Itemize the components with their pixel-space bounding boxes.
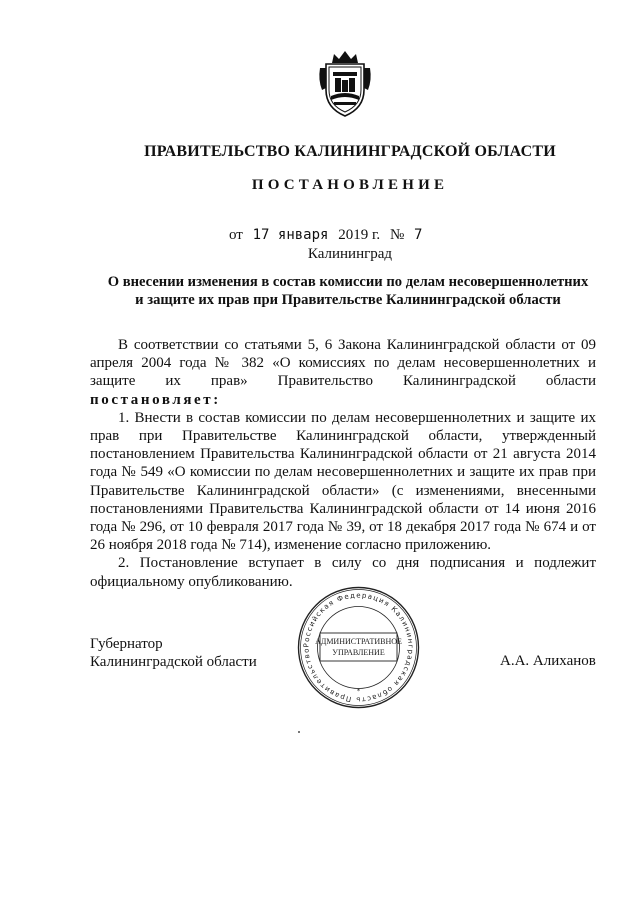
stamp-line: УПРАВЛЕНИЕ xyxy=(332,648,385,657)
date-number-line xyxy=(229,227,428,244)
svg-text:Российская Федерация Калинингр: Российская Федерация Калининградская область Правительство xyxy=(302,591,415,704)
year: 2019 г. xyxy=(338,227,381,243)
signer-name: А.А. Алиханов xyxy=(500,653,596,669)
item-2-paragraph: 2. Постановление вступает в силу со дня подписания и подлежит официальному опубликованию. xyxy=(90,555,596,590)
stamp-line: АДМИНИСТРАТИВНОЕ xyxy=(315,637,402,646)
signature-position xyxy=(90,635,257,671)
number-sign: № xyxy=(389,227,405,243)
intro-paragraph xyxy=(90,336,596,409)
svg-text:*: * xyxy=(356,687,361,695)
document-body xyxy=(90,336,596,591)
position-line: Губернатор xyxy=(90,636,163,652)
item-1-paragraph: 1. Внести в состав комиссии по делам несовершеннолетних и защите их прав при Правительстве Калининградской области, утвержденный постановлением Правительства Калининградской области от 21 августа 2014 года № 549 «О комиссии по делам несовершеннолетних и защите их прав при Правительстве Калининградской области» (с изменениями, внесенными постановлениями Правительства Калининградской области от 14 июня 2016 года № 296, от 10 февраля 2017 года № 39, от 18 декабря 2017 года № 674 и от 26 ноября 2018 года № 714), изменение согласно приложению. xyxy=(90,409,596,554)
official-stamp xyxy=(296,585,421,710)
stray-mark xyxy=(298,731,300,733)
coat-of-arms-icon xyxy=(318,50,372,120)
document-type: ПОСТАНОВЛЕНИЕ xyxy=(251,177,449,193)
decree-number: 7 xyxy=(414,227,423,243)
decree-word: постановляет: xyxy=(90,391,221,408)
date-prefix: от xyxy=(229,227,243,243)
intro-text: В соответствии со статьями 5, 6 Закона Калининградской области от 09 апреля 2004 года № 382 «О комиссиях по делам несовершеннолетних и защите их прав» Правительство Калининградской области xyxy=(90,337,596,390)
document-subject xyxy=(80,273,616,309)
position-line: Калининградской области xyxy=(90,654,257,670)
date-value: 17 января xyxy=(252,227,329,243)
government-title: ПРАВИТЕЛЬСТВО КАЛИНИНГРАДСКОЙ ОБЛАСТИ xyxy=(144,143,556,160)
subject-line: и защите их прав при Правительстве Калининградской области xyxy=(135,292,561,308)
subject-line: О внесении изменения в состав комиссии по делам несовершеннолетних xyxy=(107,274,589,290)
city: Калининград xyxy=(307,246,393,262)
